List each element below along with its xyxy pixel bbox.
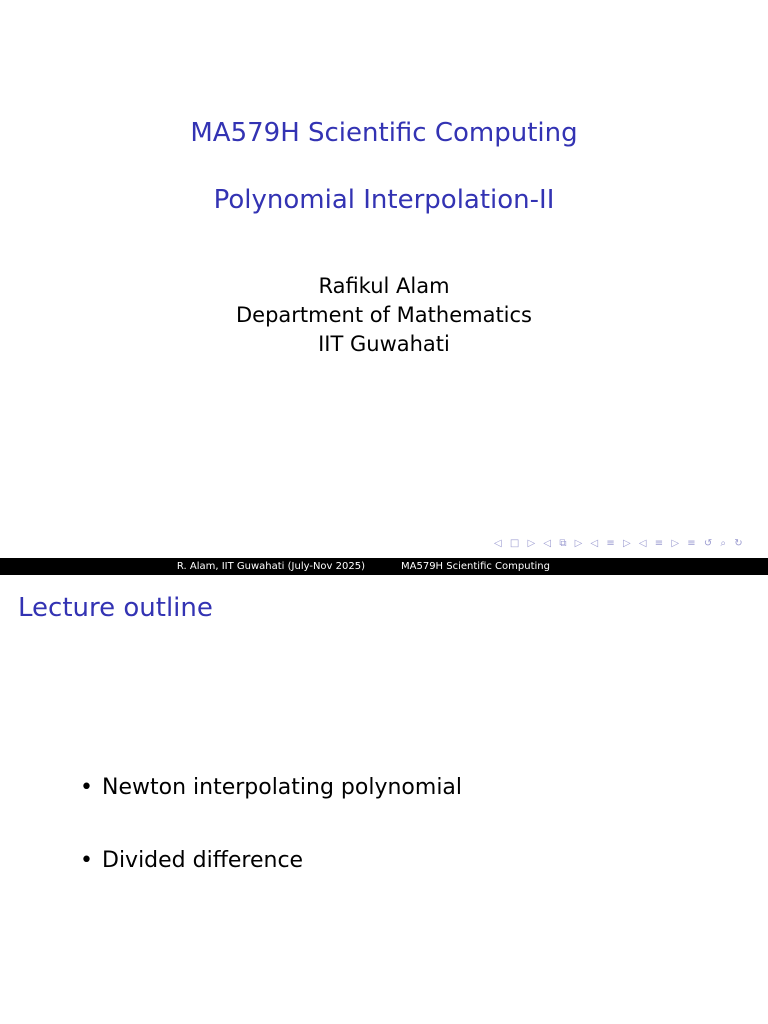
- nav-doc-icon[interactable]: ≡: [654, 538, 665, 549]
- nav-prev-frame-icon[interactable]: ◁: [494, 538, 503, 549]
- lecture-title: Polynomial Interpolation-II: [213, 185, 555, 215]
- author-institute: IIT Guwahati: [318, 332, 450, 356]
- nav-frame-icon[interactable]: □: [509, 538, 521, 549]
- bullet-icon: •: [80, 848, 93, 873]
- nav-next-frame-icon[interactable]: ▷: [527, 538, 537, 549]
- nav-prev-subsection-icon[interactable]: ◁: [543, 538, 553, 549]
- nav-appendix-icon[interactable]: ≡: [687, 538, 697, 549]
- author-department: Department of Mathematics: [236, 303, 532, 327]
- list-item: [80, 775, 462, 848]
- nav-forward-icon[interactable]: ↻: [734, 538, 744, 549]
- frame-title: Lecture outline: [18, 593, 213, 623]
- list-item-label: Newton interpolating polynomial: [102, 775, 463, 800]
- author-name: Rafikul Alam: [318, 274, 450, 298]
- outline-slide: [0, 575, 768, 1024]
- footer-course: MA579H Scientific Computing: [384, 558, 768, 575]
- footline: [0, 558, 768, 575]
- footer-author: R. Alam, IIT Guwahati (July-Nov 2025): [0, 558, 384, 575]
- nav-prev-section-icon[interactable]: ◁: [590, 538, 600, 549]
- nav-next-section-icon[interactable]: ▷: [623, 538, 632, 549]
- nav-next-subsection-icon[interactable]: ▷: [574, 538, 584, 549]
- nav-prev-doc-icon[interactable]: ◁: [638, 538, 648, 549]
- bullet-icon: •: [80, 775, 93, 800]
- outline-list: [80, 775, 462, 921]
- course-title: MA579H Scientific Computing: [190, 118, 578, 148]
- list-item-label: Divided difference: [102, 848, 304, 873]
- nav-subsection-icon[interactable]: ⧉: [559, 538, 568, 549]
- nav-next-doc-icon[interactable]: ▷: [671, 538, 681, 549]
- nav-back-icon[interactable]: ↺: [703, 538, 714, 549]
- list-item: [80, 848, 462, 921]
- beamer-navigation-bar[interactable]: [494, 538, 747, 552]
- nav-search-icon[interactable]: ⌕: [720, 538, 728, 549]
- author-block: [0, 272, 768, 359]
- nav-section-icon[interactable]: ≡: [606, 538, 616, 549]
